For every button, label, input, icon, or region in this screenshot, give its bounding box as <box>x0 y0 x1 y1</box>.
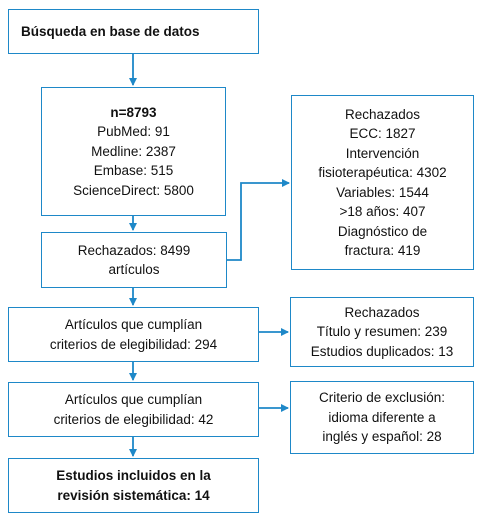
included-box <box>8 458 259 513</box>
rejected1-line2: artículos <box>108 262 160 277</box>
arrow-rejected1-to-detail <box>227 183 289 260</box>
diagnosis-line2: fractura: 419 <box>344 243 421 258</box>
included-line1: Estudios incluidos en la <box>56 468 211 483</box>
intervention-line2: fisioterapéutica: 4302 <box>318 165 447 180</box>
sources-box <box>41 87 226 216</box>
total-count: n=8793 <box>110 104 157 120</box>
included-line2: revisión sistemática: 14 <box>57 487 210 503</box>
rejected2-box <box>290 297 474 367</box>
embase-count: Embase: 515 <box>93 163 174 179</box>
title-abstract-count: Título y resumen: 239 <box>316 324 448 340</box>
age-count: >18 años: 407 <box>339 204 426 219</box>
diagnosis-line1: Diagnóstico de <box>337 223 428 239</box>
search-box <box>8 9 259 54</box>
sciencedirect-count: ScienceDirect: 5800 <box>73 182 194 198</box>
intervention-line1: Intervención <box>345 145 420 161</box>
duplicates-count: Estudios duplicados: 13 <box>310 343 454 359</box>
exclusion-line1: Criterio de exclusión: <box>318 390 446 406</box>
pubmed-count: PubMed: 91 <box>97 124 170 140</box>
ecc-count: ECC: 1827 <box>349 126 416 141</box>
search-title: Búsqueda en base de datos <box>21 23 200 39</box>
eligible1-line1: Artículos que cumplían <box>64 317 203 332</box>
rejected-detail-title: Rechazados <box>344 106 421 122</box>
exclusion-box <box>290 381 474 454</box>
exclusion-line3: inglés y español: 28 <box>322 429 442 445</box>
medline-count: Medline: 2387 <box>91 143 176 159</box>
eligible2-box <box>8 382 259 437</box>
eligible2-line2: criterios de elegibilidad: 42 <box>53 411 214 427</box>
eligible1-line2: criterios de elegibilidad: 294 <box>49 336 218 352</box>
rejected-detail-box <box>291 95 474 270</box>
eligible1-box <box>8 307 259 362</box>
rejected1-line1: Rechazados: 8499 <box>77 242 191 258</box>
eligible2-line1: Artículos que cumplían <box>64 392 203 407</box>
rejected1-box <box>41 232 227 288</box>
rejected2-title: Rechazados <box>344 304 420 320</box>
variables-count: Variables: 1544 <box>336 184 429 200</box>
exclusion-line2: idioma diferente a <box>328 409 436 425</box>
